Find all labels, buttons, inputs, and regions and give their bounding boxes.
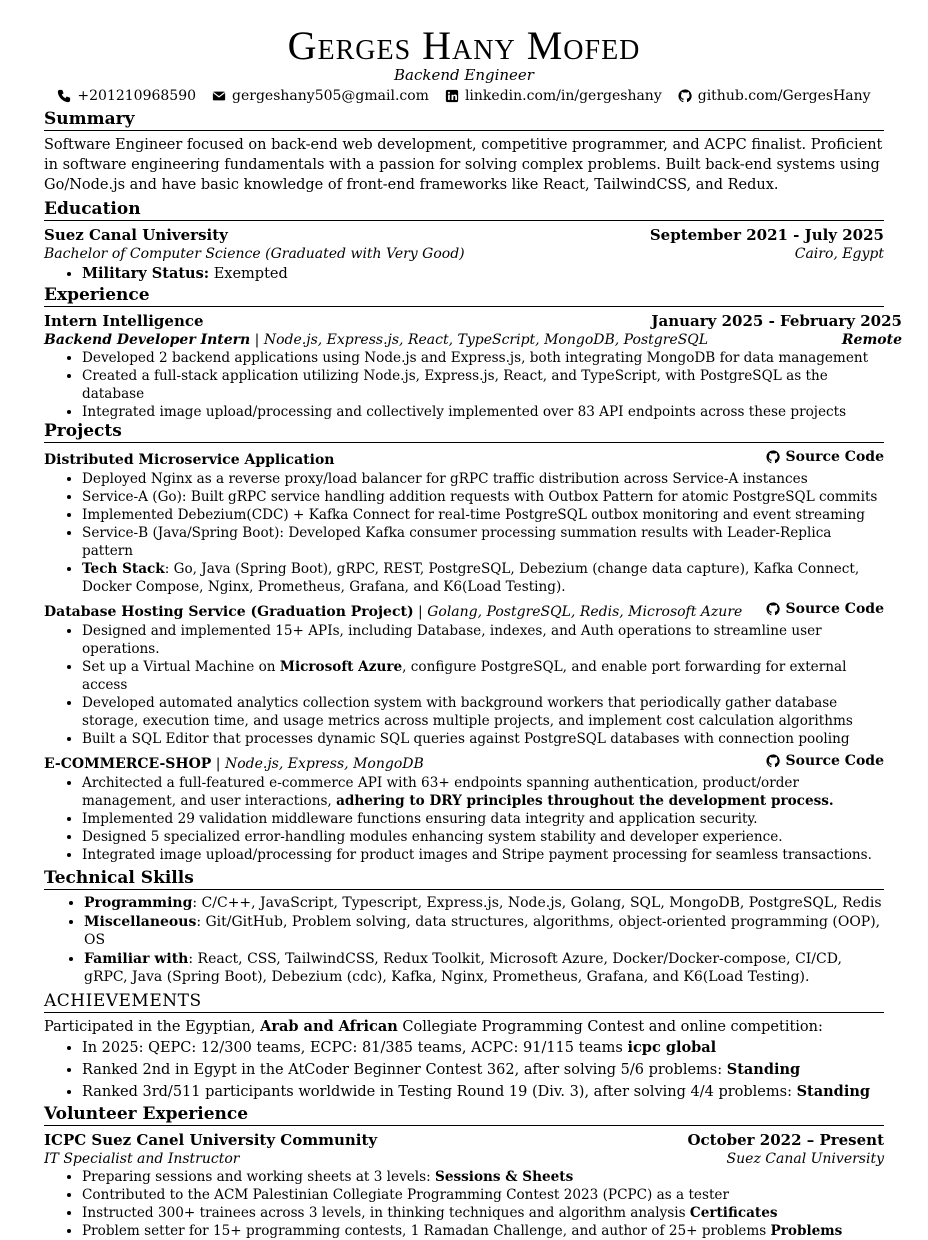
education-entry-header [44, 225, 884, 245]
list-item: • Built a SQL Editor that processes dynamic SQL queries against PostgreSQL databases with connection pooling [82, 730, 884, 748]
list-item [82, 1037, 884, 1059]
project-2-header [44, 599, 884, 622]
list-item [84, 950, 884, 987]
list-item [82, 1168, 884, 1186]
text-span: Participated in the Egyptian, [44, 1018, 261, 1035]
volunteer-dates: October 2022 – Present [687, 1130, 884, 1149]
text-span: Instructed 300+ trainees across 3 levels, in thinking techniques and algorithm analysis [82, 1204, 690, 1221]
summary-text: Software Engineer focused on back-end web development, competitive programmer, and ACPC finalist. Proficient in software engineering fundamentals with a passion for solving complex problems. Built back-end systems using Go/Node.js and have basic knowledge of front-end frameworks like React, TailwindCSS, and Redux. [44, 137, 883, 193]
projects-heading: Projects [44, 421, 884, 443]
company-name: Intern Intelligence [44, 312, 204, 330]
envelope-icon [212, 89, 226, 103]
education-entry-sub [44, 245, 884, 263]
atcoder-standing-link[interactable]: Standing [726, 1060, 801, 1078]
linkedin-url: linkedin.com/in/gergeshany [464, 88, 662, 104]
separator: | [250, 332, 264, 348]
skill-value: : React, CSS, TailwindCSS, Redux Toolkit, Microsoft Azure, Docker/Docker-compose, CI/CD, gRPC, Java (Spring Boot), Debezium (cdc), Kafka, Nginx, Prometheus, Grafana, and K6(Load Testing). [84, 950, 842, 985]
phone-number: +201210968590 [77, 88, 197, 104]
volunteer-place: Suez Canal University [726, 1150, 884, 1167]
project-3-header [44, 751, 884, 774]
source-code-label: Source Code [785, 449, 884, 465]
sessions-sheets-link[interactable]: Sessions & Sheets [435, 1168, 574, 1185]
source-code-label: Source Code [785, 601, 884, 617]
skills-heading: Technical Skills [44, 868, 884, 890]
text-span: Architected a full-featured e-commerce API with 63+ endpoints spanning authentication, product/order management, and user interactions, [82, 775, 799, 809]
source-code-label: Source Code [785, 753, 884, 769]
candidate-role: Backend Engineer [394, 66, 534, 84]
education-heading: Education [44, 199, 884, 221]
project-1-name: Distributed Microservice Application [44, 452, 335, 468]
github-icon [766, 450, 780, 464]
github-icon [766, 602, 780, 616]
volunteer-position: IT Specialist and Instructor [44, 1150, 240, 1167]
experience-heading: Experience [44, 285, 884, 307]
project-2-name: Database Hosting Service (Graduation Project) [44, 604, 414, 620]
contact-bar [44, 87, 884, 105]
email-contact[interactable] [212, 87, 429, 105]
skill-value: : Git/GitHub, Problem solving, data structures, algorithms, object-oriented programming (OOP), OS [84, 913, 881, 948]
degree: Bachelor of Computer Science (Graduated with Very Good) [44, 246, 465, 262]
project-3-stack: Node.js, Express, MongoDB [224, 756, 424, 772]
list-item: • Contributed to the ACM Palestinian Collegiate Programming Contest 2023 (PCPC) as a tester [82, 1186, 884, 1204]
text-span: Collegiate Programming Contest and online competition: [397, 1018, 823, 1035]
list-item [82, 560, 884, 596]
text-span: Ranked 3rd/511 participants worldwide in Testing Round 19 (Div. 3), after solving 4/4 problems: [82, 1083, 797, 1100]
skill-label: Miscellaneous [84, 913, 197, 930]
candidate-name: Gerges Hany Mofed [287, 23, 641, 68]
project-2-bullets [44, 622, 884, 748]
problems-link[interactable]: Problems [770, 1222, 843, 1239]
list-item [82, 1081, 884, 1103]
project-2-source-link[interactable] [766, 599, 885, 619]
certificates-link[interactable]: Certificates [689, 1204, 778, 1221]
skills-list [44, 894, 884, 987]
github-contact[interactable] [678, 87, 871, 105]
separator: | [413, 604, 428, 620]
list-item: • Integrated image upload/processing and collectively implemented over 83 API endpoints across these projects [82, 403, 884, 421]
list-item [82, 263, 884, 285]
project-1-bullets [44, 470, 884, 596]
linkedin-icon [445, 89, 459, 103]
list-item: • Developed automated analytics collection system with background workers that periodically gather database storage, execution time, and usage metrics across multiple projects, and implement cost calculation algorithms [82, 694, 884, 730]
list-item: • Integrated image upload/processing for product images and Stripe payment processing for seamless transactions. [82, 846, 884, 864]
skill-label: Familiar with [84, 950, 189, 967]
volunteer-bullets [44, 1168, 884, 1240]
list-item [84, 913, 884, 950]
military-value: Exempted [209, 266, 288, 282]
military-label: Military Status: [82, 265, 210, 282]
achievements-heading: ACHIEVEMENTS [44, 991, 884, 1013]
project-3-name: E-COMMERCE-SHOP [44, 756, 212, 772]
skill-label: Programming [84, 895, 193, 911]
volunteer-entry-header [44, 1130, 884, 1150]
education-location: Cairo, Egypt [794, 246, 884, 262]
list-item: • Implemented Debezium(CDC) + Kafka Connect for real-time PostgreSQL outbox monitoring and event streaming [82, 506, 884, 524]
experience-dates: January 2025 - February 2025 [651, 312, 902, 330]
text-span: Problem setter for 15+ programming contests, 1 Ramadan Challenge, and author of 25+ problems [82, 1222, 771, 1239]
list-item: • Designed 5 specialized error-handling modules enhancing system stability and developer experience. [82, 828, 884, 846]
experience-entry-header [44, 311, 902, 331]
email-address: gergeshany505@gmail.com [232, 88, 429, 104]
achievements-list [44, 1037, 884, 1103]
education-bullets [44, 263, 884, 285]
separator: | [211, 756, 225, 772]
list-item [82, 658, 884, 694]
icpc-global-link[interactable]: icpc global [627, 1038, 717, 1056]
volunteer-org: ICPC Suez Canel University Community [44, 1130, 378, 1149]
school-name: Suez Canal University [44, 226, 228, 244]
volunteer-entry-sub [44, 1150, 884, 1168]
list-item [82, 1204, 884, 1222]
list-item: • Service-A (Go): Built gRPC service handling addition requests with Outbox Pattern for atomic PostgreSQL commits [82, 488, 884, 506]
project-1-source-link[interactable] [766, 447, 885, 467]
highlight-text: Arab and African [260, 1017, 398, 1035]
experience-stack: Node.js, Express.js, React, TypeScript, MongoDB, PostgreSQL [263, 332, 709, 348]
tech-stack-label: Tech Stack [82, 561, 165, 577]
experience-bullets [44, 349, 884, 421]
resume-page [44, 23, 902, 1240]
project-3-bullets [44, 774, 884, 864]
list-item: • Created a full-stack application utilizing Node.js, Express.js, React, and TypeScript, with PostgreSQL as the database [82, 367, 884, 403]
text-span: In 2025: QEPC: 12/300 teams, ECPC: 81/385 teams, ACPC: 91/115 teams [82, 1039, 628, 1056]
position-title: Backend Developer Intern [44, 332, 251, 348]
summary-heading: Summary [44, 109, 884, 131]
phone-icon [57, 89, 71, 103]
list-item: • Service-B (Java/Spring Boot): Developed Kafka consumer processing summation results with Leader-Replica pattern [82, 524, 884, 560]
experience-entry-sub [44, 331, 902, 349]
text-span: , configure PostgreSQL, and enable port forwarding for external access [82, 659, 847, 693]
list-item [82, 1222, 884, 1240]
list-item: • Implemented 29 validation middleware functions ensuring data integrity and application security. [82, 810, 884, 828]
github-icon [766, 754, 780, 768]
text-span: Ranked 2nd in Egypt in the AtCoder Beginner Contest 362, after solving 5/6 problems: [82, 1061, 727, 1078]
github-icon [678, 89, 692, 103]
work-mode: Remote [841, 332, 902, 348]
list-item: • Deployed Nginx as a reverse proxy/load balancer for gRPC traffic distribution across Service-A instances [82, 470, 884, 488]
skill-value: : C/C++, JavaScript, Typescript, Express.js, Node.js, Golang, SQL, MongoDB, PostgreSQL, Redis [192, 895, 882, 911]
github-url: github.com/GergesHany [697, 88, 871, 104]
list-item [84, 894, 884, 913]
text-span: Preparing sessions and working sheets at 3 levels: [82, 1168, 436, 1185]
list-item: • Designed and implemented 15+ APIs, including Database, indexes, and Auth operations to streamline user operations. [82, 622, 884, 658]
project-3-source-link[interactable] [766, 751, 885, 771]
testing-round-standing-link[interactable]: Standing [796, 1082, 871, 1100]
education-dates: September 2021 - July 2025 [649, 226, 884, 244]
project-1-header [44, 447, 884, 470]
text-span: Set up a Virtual Machine on [82, 659, 280, 675]
highlight-text: adhering to DRY principles throughout the development process. [336, 793, 834, 809]
volunteer-heading: Volunteer Experience [44, 1104, 884, 1126]
tech-stack-value: : Go, Java (Spring Boot), gRPC, REST, PostgreSQL, Debezium (change data capture), Kafka Connect, Docker Compose, Nginx, Prometheus, Grafana, and K6(Load Testing). [82, 561, 860, 595]
achievements-intro [44, 1017, 884, 1037]
phone-contact[interactable] [57, 87, 196, 105]
list-item [82, 1059, 884, 1081]
highlight-text: Microsoft Azure [279, 659, 403, 675]
project-2-stack: Golang, PostgreSQL, Redis, Microsoft Azure [427, 604, 743, 620]
linkedin-contact[interactable] [445, 87, 662, 105]
list-item [82, 774, 884, 810]
list-item: • Developed 2 backend applications using Node.js and Express.js, both integrating MongoDB for data management [82, 349, 884, 367]
